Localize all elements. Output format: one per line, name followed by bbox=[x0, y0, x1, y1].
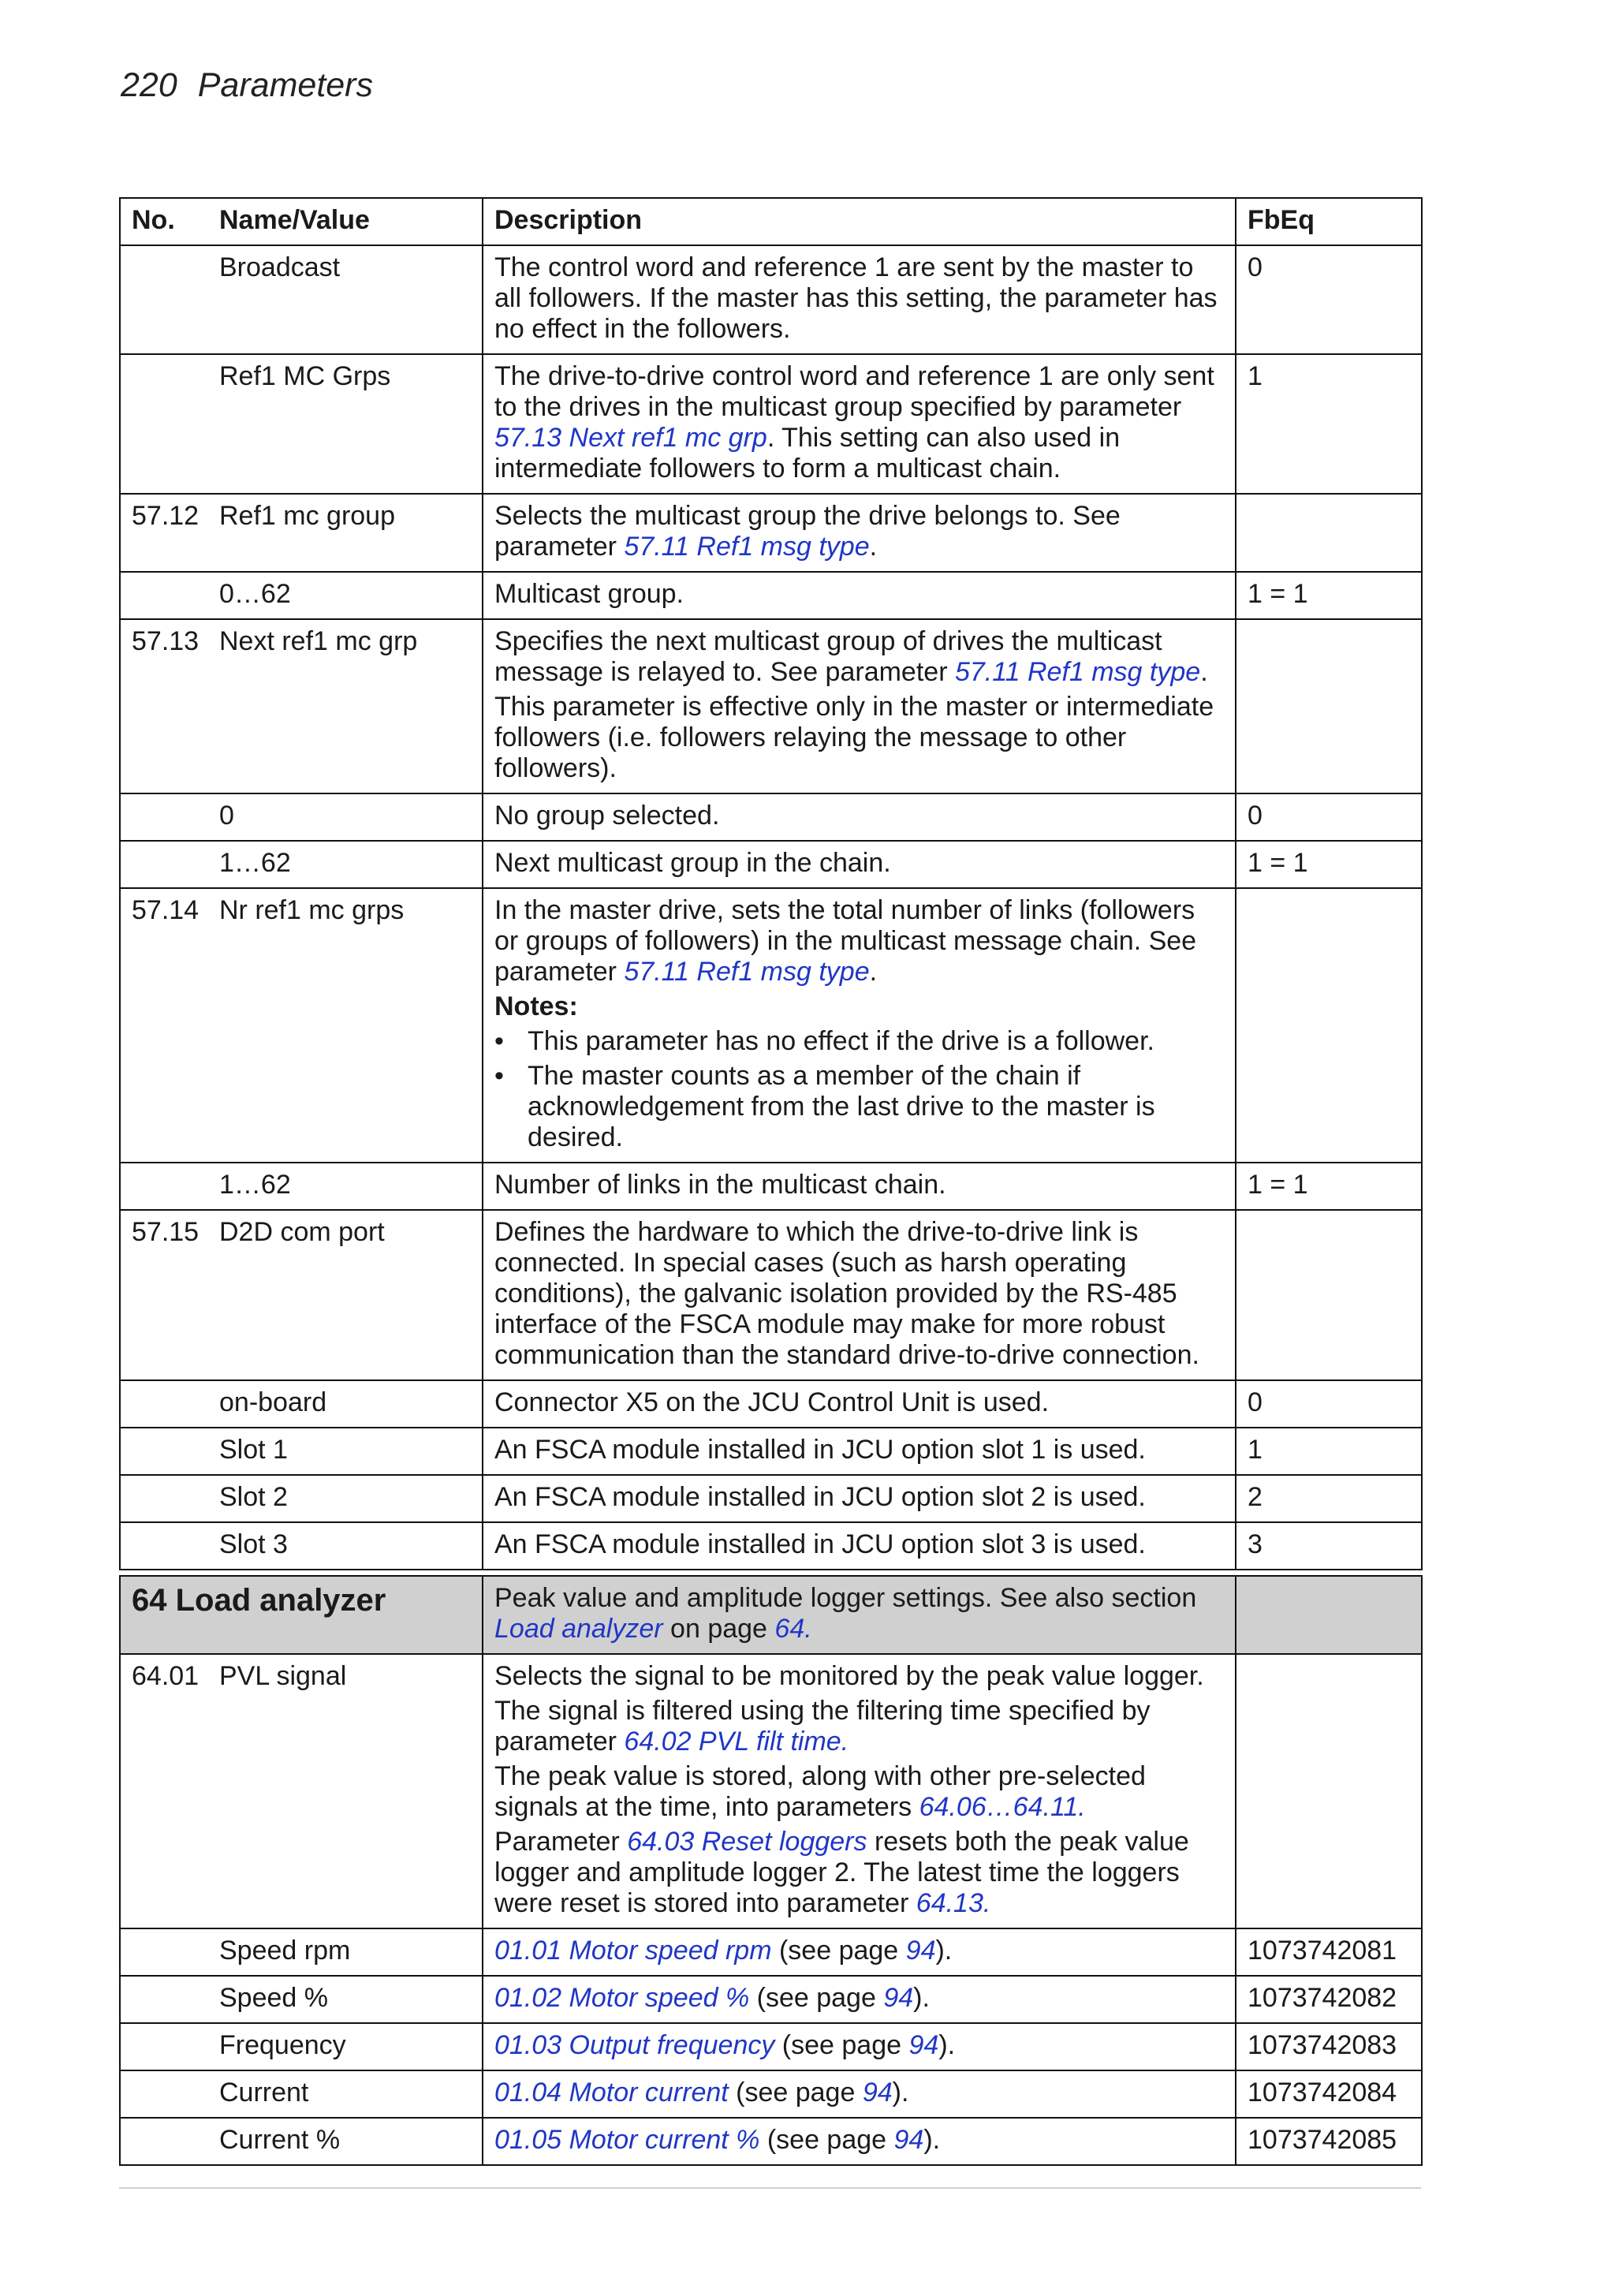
desc-text: Specifies the next multicast group of drives the multicast message is relayed to. See parameter bbox=[494, 626, 1162, 687]
cell-no bbox=[120, 2023, 219, 2070]
desc-text: ). bbox=[935, 1936, 953, 1966]
cell-description: Next multicast group in the chain. bbox=[483, 841, 1236, 888]
cell-no bbox=[120, 245, 219, 354]
desc-text: (see page bbox=[759, 2125, 894, 2155]
cell-name: 1…62 bbox=[219, 841, 483, 888]
bullet-text: The master counts as a member of the chain if acknowledgement from the last drive to the master is desired. bbox=[528, 1061, 1155, 1152]
desc-text: The signal is filtered using the filtering time specified by parameter bbox=[494, 1696, 1151, 1757]
cell-description: No group selected. bbox=[483, 793, 1236, 841]
desc-text: . bbox=[841, 1727, 849, 1757]
cell-fbeq: 1 = 1 bbox=[1236, 1163, 1422, 1210]
cell-no bbox=[120, 1380, 219, 1428]
param-link[interactable]: 64.02 PVL filt time bbox=[624, 1727, 841, 1757]
desc-paragraph bbox=[494, 626, 1224, 688]
cell-name: Frequency bbox=[219, 2023, 483, 2070]
desc-text: . bbox=[869, 957, 878, 987]
col-header-fbeq: FbEq bbox=[1236, 198, 1422, 245]
table-row bbox=[120, 888, 1422, 1163]
param-link[interactable]: 01.01 Motor speed rpm bbox=[494, 1936, 772, 1966]
group-title: 64 Load analyzer bbox=[132, 1583, 386, 1618]
cell-name: 1…62 bbox=[219, 1163, 483, 1210]
cell-name: 0 bbox=[219, 793, 483, 841]
cell-description bbox=[483, 888, 1236, 1163]
page-link[interactable]: 94 bbox=[862, 2078, 893, 2107]
col-header-no: No. bbox=[120, 198, 219, 245]
desc-text: ). bbox=[892, 2078, 909, 2107]
cell-description: An FSCA module installed in JCU option slot 3 is used. bbox=[483, 1522, 1236, 1570]
cell-fbeq bbox=[1236, 1576, 1422, 1654]
group-title-cell bbox=[120, 1576, 483, 1654]
cell-description: Connector X5 on the JCU Control Unit is used. bbox=[483, 1380, 1236, 1428]
cell-name: 0…62 bbox=[219, 572, 483, 619]
table-row bbox=[120, 2070, 1422, 2118]
cell-name: Ref1 mc group bbox=[219, 494, 483, 572]
desc-text: (see page bbox=[771, 1936, 906, 1966]
desc-paragraph bbox=[494, 895, 1224, 987]
page-link[interactable]: 94 bbox=[908, 2030, 939, 2060]
table-row bbox=[120, 572, 1422, 619]
param-link[interactable]: 01.03 Output frequency bbox=[494, 2030, 775, 2060]
desc-paragraph bbox=[494, 1827, 1224, 1919]
cell-fbeq: 1 = 1 bbox=[1236, 572, 1422, 619]
desc-text: The peak value is stored, along with other pre-selected signals at the time, into parameters bbox=[494, 1761, 1146, 1822]
cell-fbeq bbox=[1236, 1210, 1422, 1380]
cell-fbeq: 1073742082 bbox=[1236, 1976, 1422, 2023]
parameter-table bbox=[119, 197, 1423, 1570]
param-link[interactable]: 01.05 Motor current % bbox=[494, 2125, 760, 2155]
cell-name: PVL signal bbox=[219, 1654, 483, 1928]
param-link[interactable]: 57.11 Ref1 msg type bbox=[954, 657, 1201, 687]
cell-description: The control word and reference 1 are sent by the master to all followers. If the master has this setting, the parameter has no effect in the followers. bbox=[483, 245, 1236, 354]
param-link[interactable]: 01.04 Motor current bbox=[494, 2078, 729, 2107]
cell-no: 57.13 bbox=[120, 619, 219, 793]
desc-paragraph bbox=[494, 1761, 1224, 1823]
cell-no bbox=[120, 1475, 219, 1522]
bullet-icon: • bbox=[494, 1026, 504, 1056]
cell-fbeq bbox=[1236, 619, 1422, 793]
param-link[interactable]: 64.13 bbox=[916, 1888, 983, 1918]
desc-text: ). bbox=[923, 2125, 941, 2155]
table-row bbox=[120, 1428, 1422, 1475]
cell-description bbox=[483, 2023, 1236, 2070]
cell-no: 64.01 bbox=[120, 1654, 219, 1928]
cell-name: Nr ref1 mc grps bbox=[219, 888, 483, 1163]
cell-name: Next ref1 mc grp bbox=[219, 619, 483, 793]
cell-description bbox=[483, 619, 1236, 793]
cell-name: Slot 2 bbox=[219, 1475, 483, 1522]
cell-no: 57.12 bbox=[120, 494, 219, 572]
cell-fbeq: 1073742084 bbox=[1236, 2070, 1422, 2118]
section-link[interactable]: Load analyzer bbox=[494, 1614, 663, 1644]
desc-text: ). bbox=[938, 2030, 956, 2060]
param-link[interactable]: 57.11 Ref1 msg type bbox=[624, 957, 870, 987]
page-link[interactable]: 94 bbox=[883, 1983, 914, 2013]
table-row bbox=[120, 793, 1422, 841]
page-link[interactable]: 64 bbox=[774, 1614, 805, 1644]
page-header bbox=[121, 66, 373, 105]
desc-text: Peak value and amplitude logger settings. See also section bbox=[494, 1583, 1197, 1613]
group-64-table bbox=[119, 1575, 1423, 2166]
page-link[interactable]: 94 bbox=[893, 2125, 924, 2155]
cell-no bbox=[120, 572, 219, 619]
table-row bbox=[120, 1928, 1422, 1976]
cell-fbeq: 1073742081 bbox=[1236, 1928, 1422, 1976]
cell-name: Speed rpm bbox=[219, 1928, 483, 1976]
cell-fbeq bbox=[1236, 494, 1422, 572]
cell-description bbox=[483, 2118, 1236, 2165]
table-row bbox=[120, 1475, 1422, 1522]
cell-fbeq bbox=[1236, 888, 1422, 1163]
bullet-item bbox=[494, 1061, 1224, 1153]
desc-text: (see page bbox=[728, 2078, 863, 2107]
table-row bbox=[120, 1654, 1422, 1928]
cell-description: Number of links in the multicast chain. bbox=[483, 1163, 1236, 1210]
cell-fbeq: 3 bbox=[1236, 1522, 1422, 1570]
table-row bbox=[120, 1210, 1422, 1380]
cell-no: 57.15 bbox=[120, 1210, 219, 1380]
cell-fbeq bbox=[1236, 1654, 1422, 1928]
cell-fbeq: 0 bbox=[1236, 1380, 1422, 1428]
table-row bbox=[120, 2023, 1422, 2070]
table-row bbox=[120, 1976, 1422, 2023]
desc-text: . bbox=[1078, 1792, 1086, 1822]
desc-text: resets both the peak value logger and amplitude logger 2. The latest time the loggers were reset is stored into parameter bbox=[494, 1827, 1189, 1918]
desc-text: (see page bbox=[774, 2030, 909, 2060]
cell-name: Current bbox=[219, 2070, 483, 2118]
cell-no bbox=[120, 841, 219, 888]
cell-description bbox=[483, 354, 1236, 494]
table-row bbox=[120, 245, 1422, 354]
group-header-row bbox=[120, 1576, 1422, 1654]
table-row bbox=[120, 1522, 1422, 1570]
desc-text: . bbox=[1200, 657, 1208, 687]
bullet-item bbox=[494, 1026, 1224, 1057]
cell-no bbox=[120, 2070, 219, 2118]
cell-description bbox=[483, 1976, 1236, 2023]
desc-text: In the master drive, sets the total number of links (followers or groups of followers) in the multicast message chain. See parameter bbox=[494, 895, 1197, 987]
desc-text: Selects the multicast group the drive belongs to. See parameter bbox=[494, 501, 1121, 562]
cell-description bbox=[483, 2070, 1236, 2118]
cell-no bbox=[120, 1428, 219, 1475]
cell-no bbox=[120, 1522, 219, 1570]
table-row bbox=[120, 354, 1422, 494]
param-link[interactable]: 57.11 Ref1 msg type bbox=[624, 532, 870, 562]
table-row bbox=[120, 2118, 1422, 2165]
desc-paragraph bbox=[494, 1696, 1224, 1757]
table-row bbox=[120, 1380, 1422, 1428]
cell-no bbox=[120, 2118, 219, 2165]
cell-name: on-board bbox=[219, 1380, 483, 1428]
bullet-text: This parameter has no effect if the drive is a follower. bbox=[528, 1026, 1154, 1056]
cell-name: Current % bbox=[219, 2118, 483, 2165]
cell-fbeq: 0 bbox=[1236, 245, 1422, 354]
cell-fbeq: 1073742083 bbox=[1236, 2023, 1422, 2070]
cell-no bbox=[120, 793, 219, 841]
cell-description bbox=[483, 1928, 1236, 1976]
table-row bbox=[120, 841, 1422, 888]
table-row bbox=[120, 1163, 1422, 1210]
desc-text: . bbox=[983, 1888, 991, 1918]
desc-paragraph: This parameter is effective only in the master or intermediate followers (i.e. followers relaying the message to other followers). bbox=[494, 692, 1214, 783]
cell-name: Broadcast bbox=[219, 245, 483, 354]
notes-heading: Notes: bbox=[494, 991, 578, 1021]
table-header-row bbox=[120, 198, 1422, 245]
param-link[interactable]: 64.03 Reset loggers bbox=[627, 1827, 867, 1857]
section-title: Parameters bbox=[197, 66, 373, 104]
cell-description: Defines the hardware to which the drive-to-drive link is connected. In special cases (such as harsh operating conditions), the galvanic isolation provided by the RS-485 interface of the FSCA module may make for more robust communication than the standard drive-to-drive connection. bbox=[483, 1210, 1236, 1380]
desc-text: . This setting can also used in intermediate followers to form a multicast chain. bbox=[494, 423, 1121, 483]
cell-fbeq: 1 bbox=[1236, 1428, 1422, 1475]
cell-description: An FSCA module installed in JCU option slot 1 is used. bbox=[483, 1428, 1236, 1475]
param-link[interactable]: 01.02 Motor speed % bbox=[494, 1983, 750, 2013]
desc-paragraph: Selects the signal to be monitored by the peak value logger. bbox=[494, 1661, 1204, 1691]
cell-description: Multicast group. bbox=[483, 572, 1236, 619]
desc-text: Parameter bbox=[494, 1827, 628, 1857]
cell-description: An FSCA module installed in JCU option slot 2 is used. bbox=[483, 1475, 1236, 1522]
cell-fbeq: 1 bbox=[1236, 354, 1422, 494]
cell-name: Ref1 MC Grps bbox=[219, 354, 483, 494]
group-description bbox=[483, 1576, 1236, 1654]
desc-text: (see page bbox=[749, 1983, 884, 2013]
footer-divider bbox=[119, 2187, 1421, 2189]
desc-text: on page bbox=[662, 1614, 775, 1644]
bullet-icon: • bbox=[494, 1061, 504, 1091]
desc-text: The drive-to-drive control word and reference 1 are only sent to the drives in the multicast group specified by parameter bbox=[494, 361, 1214, 422]
desc-text: . bbox=[869, 532, 878, 562]
table-row bbox=[120, 619, 1422, 793]
table-row bbox=[120, 494, 1422, 572]
cell-description bbox=[483, 494, 1236, 572]
param-link[interactable]: 57.13 Next ref1 mc grp bbox=[494, 423, 767, 453]
page-link[interactable]: 94 bbox=[905, 1936, 936, 1966]
cell-no bbox=[120, 1976, 219, 2023]
cell-no bbox=[120, 1163, 219, 1210]
cell-no bbox=[120, 1928, 219, 1976]
desc-text: . bbox=[804, 1614, 812, 1644]
cell-no bbox=[120, 354, 219, 494]
cell-description bbox=[483, 1654, 1236, 1928]
cell-name: Slot 3 bbox=[219, 1522, 483, 1570]
col-header-description: Description bbox=[483, 198, 1236, 245]
page-number: 220 bbox=[121, 66, 177, 104]
cell-name: Slot 1 bbox=[219, 1428, 483, 1475]
cell-fbeq: 1 = 1 bbox=[1236, 841, 1422, 888]
cell-name: Speed % bbox=[219, 1976, 483, 2023]
cell-no: 57.14 bbox=[120, 888, 219, 1163]
col-header-name: Name/Value bbox=[219, 198, 483, 245]
cell-name: D2D com port bbox=[219, 1210, 483, 1380]
param-link[interactable]: 64.06…64.11 bbox=[919, 1792, 1079, 1822]
cell-fbeq: 1073742085 bbox=[1236, 2118, 1422, 2165]
cell-fbeq: 2 bbox=[1236, 1475, 1422, 1522]
cell-fbeq: 0 bbox=[1236, 793, 1422, 841]
desc-text: ). bbox=[913, 1983, 930, 2013]
